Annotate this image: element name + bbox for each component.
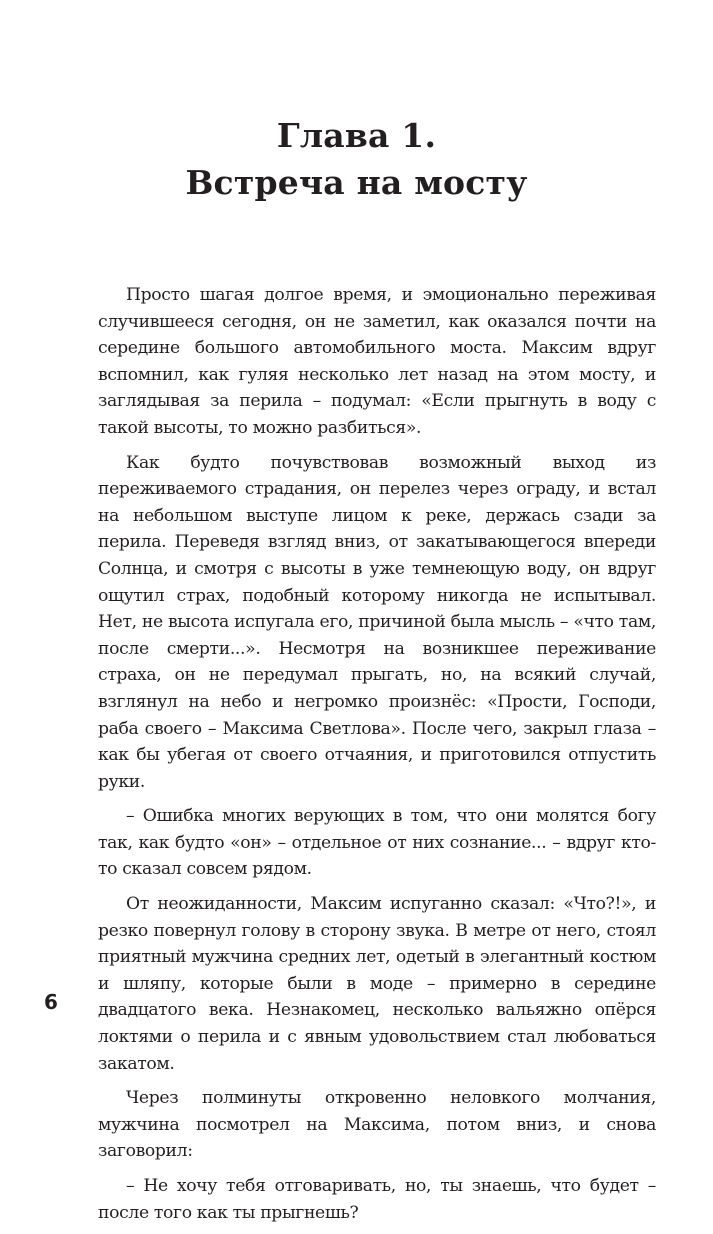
paragraph: – Ошибка многих верующих в том, что они молятся богу так, как будто «он» – отдельное от них сознание... – вдруг кто-то сказал совсем рядом. — [98, 806, 656, 880]
paragraph: – Не хочу тебя отговаривать, но, ты знаешь, что будет – после того как ты прыгнешь? — [98, 1176, 656, 1223]
chapter-body — [98, 282, 656, 1234]
paragraph: Как будто почувствовав возможный выход из переживаемого страдания, он перелез через ограду, и встал на небольшом выступе лицом к реке, держась сзади за перила. Переведя взгляд вниз, от закатывающегося впереди Солнца, и смотря с высоты в уже темнеющую воду, он вдруг ощутил страх, подобный которому никогда не испытывал. Нет, не высота испугала его, причиной была мысль – «что там, после смерти...». Несмотря на возникшее переживание страха, он не передумал прыгать, но, на всякий случай, взглянул на небо и негромко произнёс: «Прости, Господи, раба своего – Максима Светлова». После чего, закрыл глаза – как бы убегая от своего отчаяния, и приготовился отпустить руки. — [98, 452, 656, 792]
chapter-number: Глава 1. — [276, 116, 437, 155]
chapter-heading — [0, 112, 713, 206]
paragraph: Через полминуты откровенно неловкого молчания, мужчина посмотрел на Максима, потом вниз, и снова заговорил: — [98, 1088, 656, 1162]
paragraph: От неожиданности, Максим испуганно сказал: «Что?!», и резко повернул голову в сторону звука. В метре от него, стоял приятный мужчина средних лет, одетый в элегантный костюм и шляпу, которые были в моде – примерно в середине двадцатого века. Незнакомец, несколько вальяжно опёрся локтями о перила и с явным удовольствием стал любоваться закатом. — [98, 894, 656, 1074]
paragraph: Просто шагая долгое время, и эмоционально переживая случившееся сегодня, он не заметил, как оказался почти на середине большого автомобильного моста. Максим вдруг вспомнил, как гуляя несколько лет назад на этом мосту, и заглядывая за перила – подумал: «Если прыгнуть в воду с такой высоты, то можно разбиться». — [98, 285, 656, 438]
page-number: 6 — [44, 990, 58, 1014]
chapter-title: Встреча на мосту — [185, 163, 528, 202]
